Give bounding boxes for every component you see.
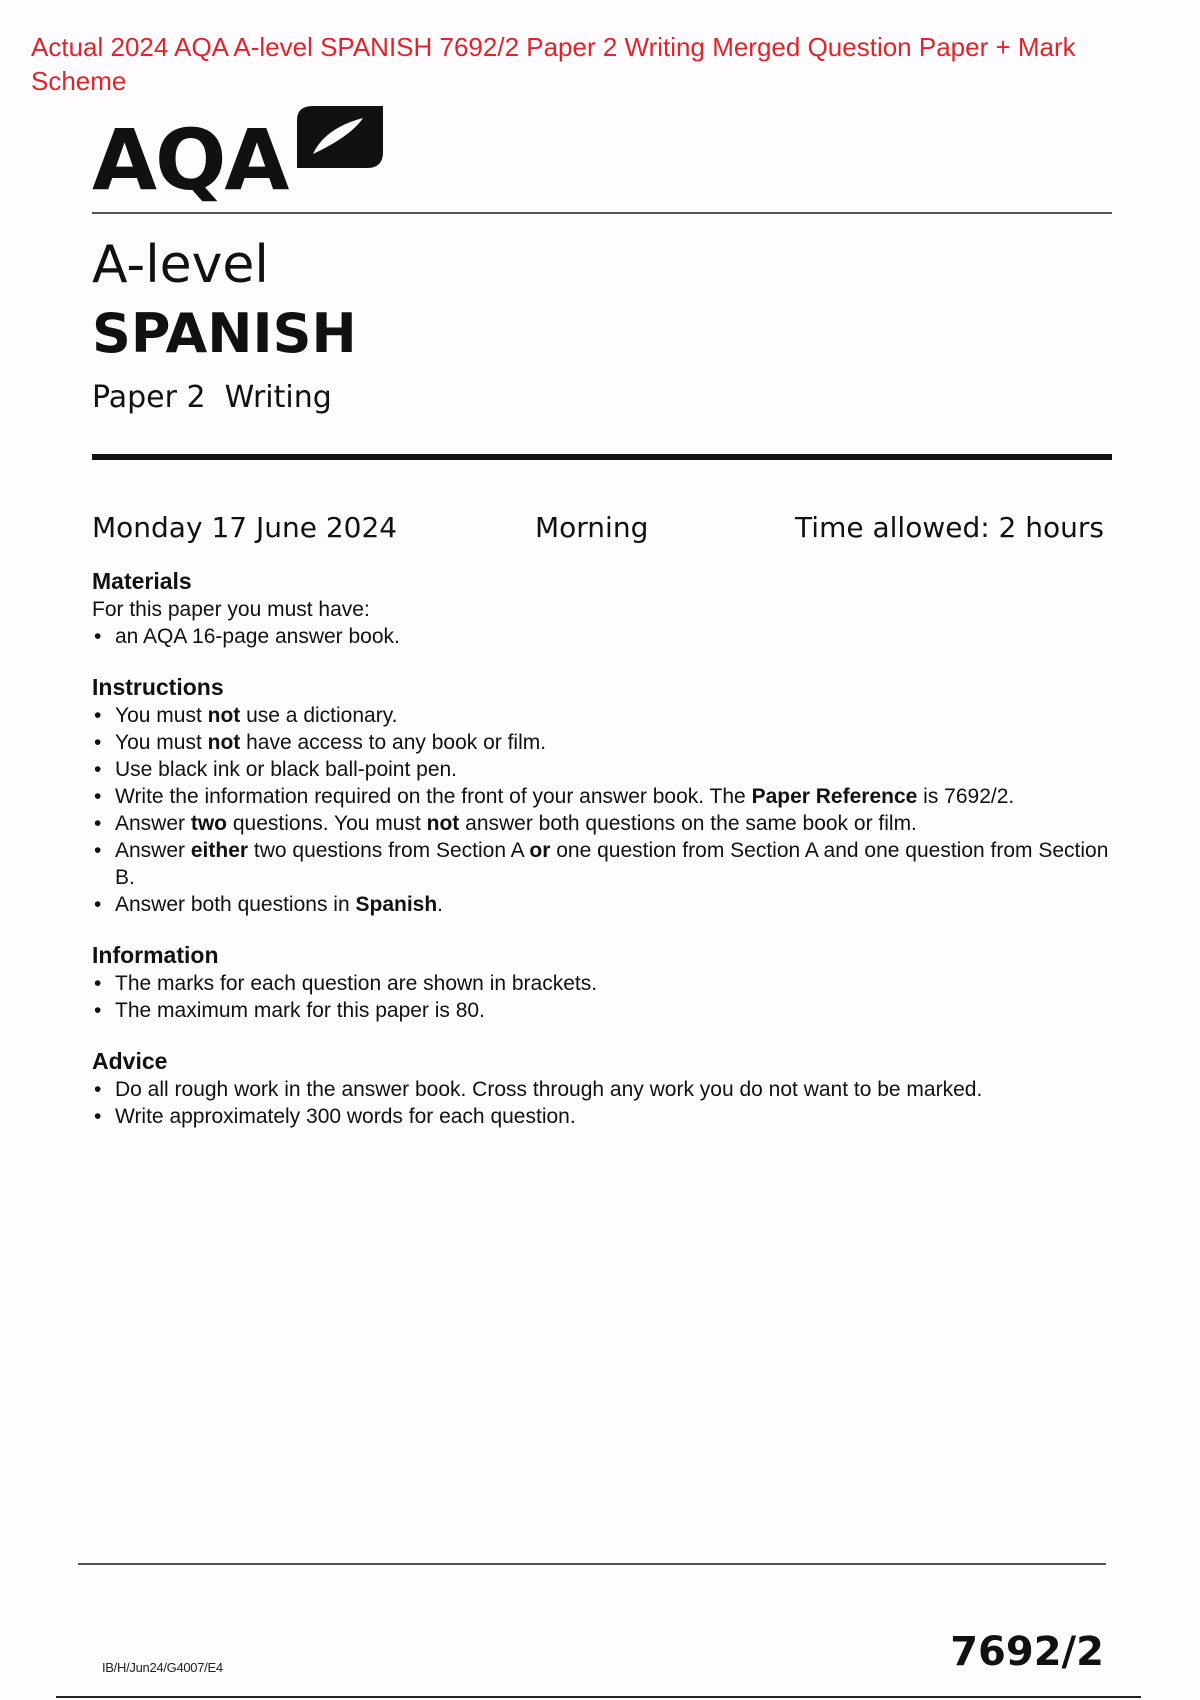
list-item: • Write approximately 300 words for each question.	[92, 1103, 1122, 1130]
exam-instructions-body	[92, 567, 1122, 1153]
materials-section	[92, 567, 1122, 650]
information-section	[92, 941, 1122, 1024]
aqa-logo	[92, 106, 382, 209]
list-item: • an AQA 16-page answer book.	[92, 623, 1122, 650]
list-item: • You must not use a dictionary.	[92, 702, 1122, 729]
list-item: • The marks for each question are shown in brackets.	[92, 970, 1122, 997]
list-item: • Use black ink or black ball-point pen.	[92, 756, 1122, 783]
list-item: • Write the information required on the front of your answer book. The Paper Reference is 7692/2.	[92, 783, 1122, 810]
advice-heading: Advice	[92, 1048, 168, 1074]
instructions-heading: Instructions	[92, 674, 224, 700]
list-item: • Answer either two questions from Section A or one question from Section A and one question from Section B.	[92, 837, 1122, 891]
exam-date: Monday 17 June 2024	[92, 511, 398, 544]
list-item: • The maximum mark for this paper is 80.	[92, 997, 1122, 1024]
paper-reference: 7692/2	[950, 1629, 1104, 1675]
advice-list	[92, 1076, 1122, 1130]
list-item: • You must not have access to any book or film.	[92, 729, 1122, 756]
materials-intro: For this paper you must have:	[92, 598, 370, 621]
instructions-list	[92, 702, 1122, 918]
footer-print-code: IB/H/Jun24/G4007/E4	[102, 1660, 223, 1675]
footer-divider	[78, 1563, 1106, 1565]
subject-title: SPANISH	[92, 302, 357, 365]
list-item: • Answer both questions in Spanish.	[92, 891, 1122, 918]
exam-session: Morning	[535, 511, 649, 544]
list-item: • Do all rough work in the answer book. Cross through any work you do not want to be marked.	[92, 1076, 1122, 1103]
advice-section	[92, 1047, 1122, 1130]
aqa-leaf-icon	[297, 106, 383, 168]
materials-list	[92, 623, 1122, 650]
information-list	[92, 970, 1122, 1024]
instructions-section	[92, 673, 1122, 918]
paper-title: Paper 2 Writing	[92, 380, 332, 415]
qualification-level: A-level	[92, 235, 269, 295]
page-bottom-divider	[56, 1696, 1141, 1698]
materials-heading: Materials	[92, 568, 192, 594]
aqa-logo-text: AQA	[92, 111, 288, 209]
header-divider	[92, 212, 1112, 214]
list-item: • Answer two questions. You must not answer both questions on the same book or film.	[92, 810, 1122, 837]
title-divider	[92, 454, 1112, 460]
information-heading: Information	[92, 942, 219, 968]
document-title-banner: Actual 2024 AQA A-level SPANISH 7692/2 Paper 2 Writing Merged Question Paper + Mark Scheme	[31, 32, 1076, 96]
time-allowed: Time allowed: 2 hours	[795, 511, 1104, 544]
